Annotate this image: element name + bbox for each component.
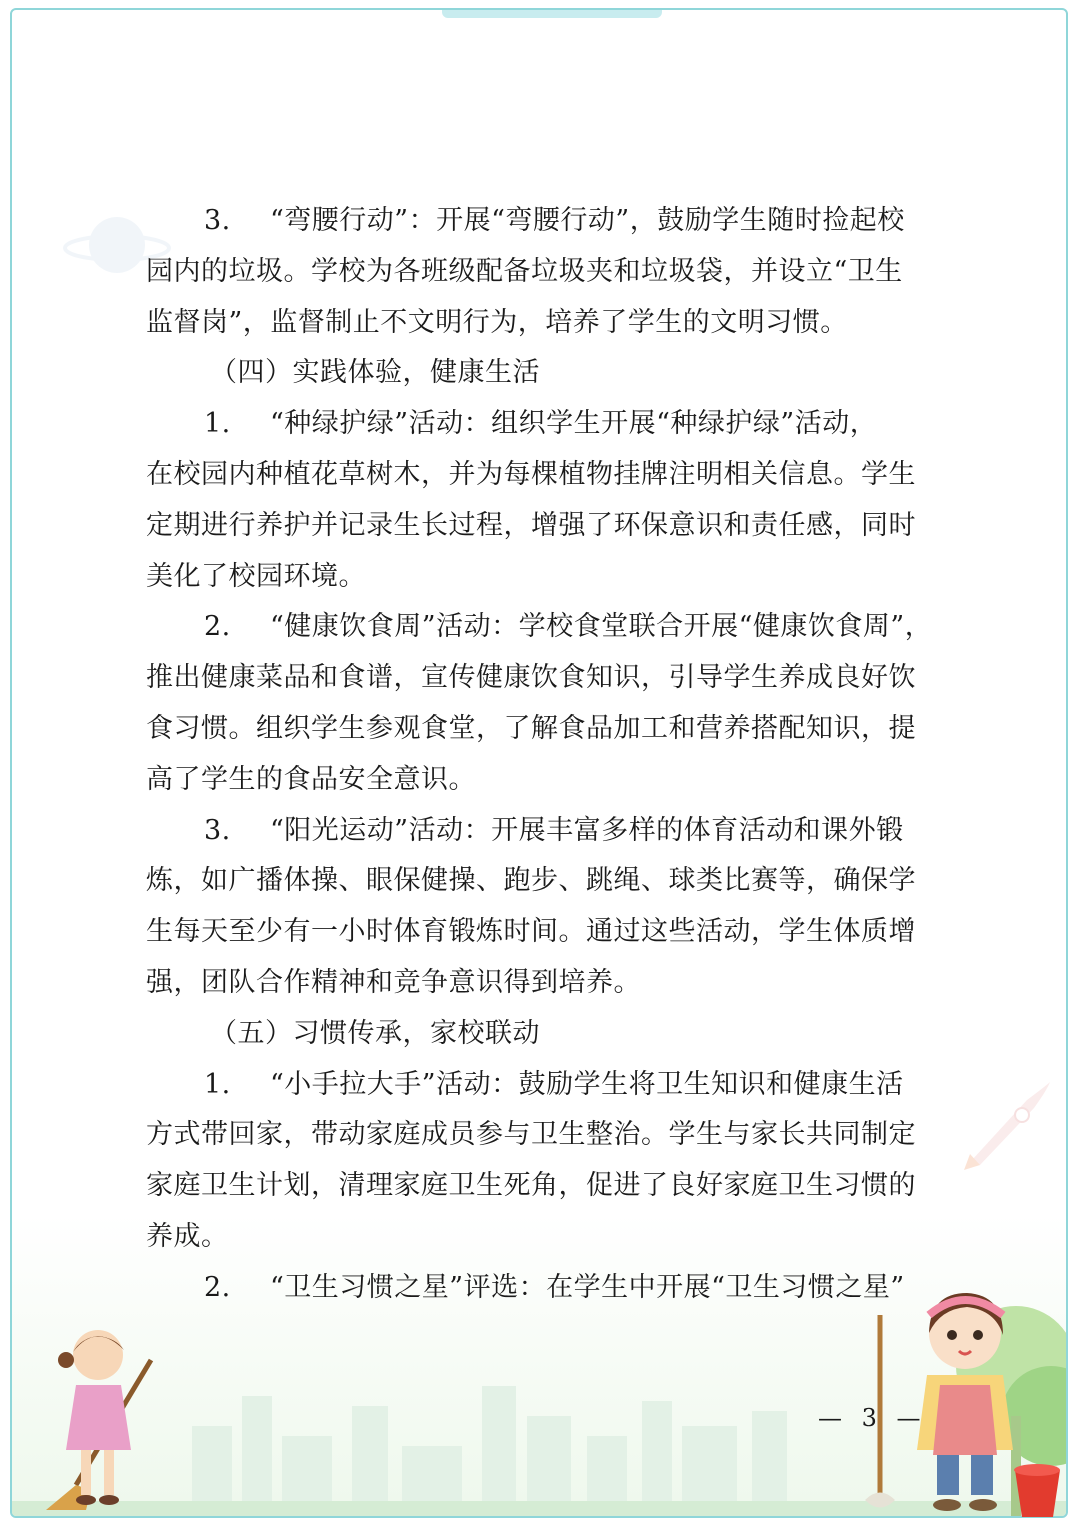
paragraph-line: 监督岗”，监督制止不文明行为，培养了学生的文明习惯。 [146, 306, 848, 338]
top-tab-decoration [442, 10, 662, 18]
paragraph-line: 美化了校园环境。 [146, 560, 366, 592]
paragraph-line: 养成。 [146, 1220, 229, 1252]
paragraph-line: 定期进行养护并记录生长过程，增强了环保意识和责任感，同时 [146, 509, 916, 541]
paragraph-line: 家庭卫生计划，清理家庭卫生死角，促进了良好家庭卫生习惯的 [146, 1170, 916, 1202]
section-heading: （四）实践体验，健康生活 [210, 357, 540, 389]
paragraph-line: 3. “弯腰行动”：开展“弯腰行动”，鼓励学生随时捡起校 [204, 205, 905, 236]
paragraph-line: 在校园内种植花草树木，并为每棵植物挂牌注明相关信息。学生 [146, 458, 916, 490]
rocket-icon [952, 1070, 1062, 1180]
paragraph-line: 3. “阳光运动”活动：开展丰富多样的体育活动和课外锻 [204, 814, 904, 846]
paragraph-line: 园内的垃圾。学校为各班级配备垃圾夹和垃圾袋，并设立“卫生 [146, 255, 903, 287]
document-body [146, 196, 946, 1314]
page-number: — 3 — [818, 1404, 927, 1432]
paragraph-line: 强，团队合作精神和竞争意识得到培养。 [146, 966, 641, 998]
girl-mopping-illustration [855, 1285, 1070, 1520]
paragraph-line: 1. “种绿护绿”活动：组织学生开展“种绿护绿”活动， [204, 408, 878, 440]
paragraph-line: 食习惯。组织学生参观食堂，了解食品加工和营养搭配知识，提 [146, 712, 916, 744]
paragraph-line: 推出健康菜品和食谱，宣传健康饮食知识，引导学生养成良好饮 [146, 662, 916, 694]
paragraph-line: 方式带回家，带动家庭成员参与卫生整治。学生与家长共同制定 [146, 1119, 916, 1151]
section-heading: （五）习惯传承，家校联动 [210, 1017, 540, 1049]
girl-sweeping-illustration [36, 1320, 166, 1515]
paragraph-line: 1. “小手拉大手”活动：鼓励学生将卫生知识和健康生活 [204, 1068, 904, 1100]
paragraph-line: 2. “健康饮食周”活动：学校食堂联合开展“健康饮食周”， [204, 611, 933, 643]
paragraph-line: 生每天至少有一小时体育锻炼时间。通过这些活动，学生体质增 [146, 916, 916, 948]
paragraph-line: 高了学生的食品安全意识。 [146, 763, 476, 795]
paragraph-line: 炼，如广播体操、眼保健操、跑步、跳绳、球类比赛等，确保学 [146, 865, 916, 897]
paragraph-line: 2. “卫生习惯之星”评选：在学生中开展“卫生习惯之星” [204, 1271, 905, 1303]
